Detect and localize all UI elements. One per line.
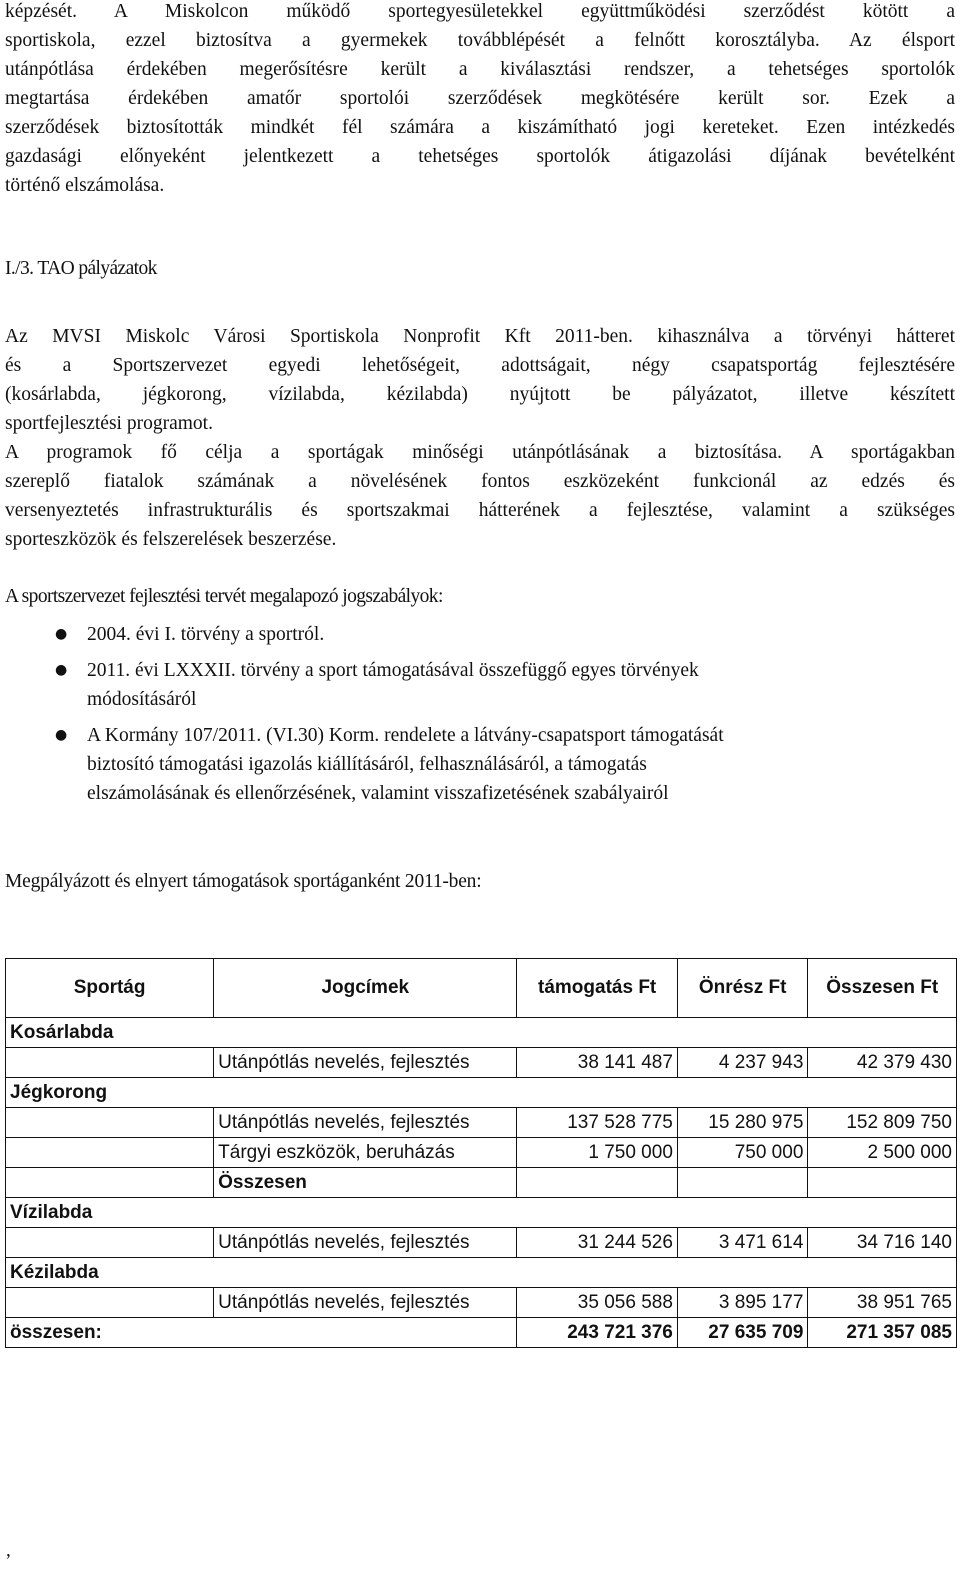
text-line: megtartása érdekében amatőr sportolói szerződések megkötésére került sor. Ezek a bbox=[5, 88, 955, 109]
total-cell: 2 500 000 bbox=[808, 1138, 957, 1168]
law-line: 2004. évi I. törvény a sportról. bbox=[87, 624, 325, 645]
sport-cell: Vízilabda bbox=[6, 1198, 214, 1228]
sport-cell bbox=[6, 1048, 214, 1078]
goals-paragraph bbox=[5, 438, 955, 554]
text-line: történő elszámolása. bbox=[5, 175, 165, 196]
title-cell bbox=[214, 1078, 517, 1108]
sport-cell: Kézilabda bbox=[6, 1258, 214, 1288]
support-cell: 35 056 588 bbox=[517, 1288, 678, 1318]
support-cell bbox=[517, 1198, 678, 1228]
total-cell: 152 809 750 bbox=[808, 1108, 957, 1138]
table-row bbox=[6, 1018, 957, 1048]
own-cell bbox=[677, 1018, 808, 1048]
support-cell bbox=[517, 1258, 678, 1288]
footer-mark: , bbox=[6, 1540, 11, 1561]
title-cell: Utánpótlás nevelés, fejlesztés bbox=[214, 1228, 517, 1258]
law-line: módosításáról bbox=[87, 689, 197, 710]
support-cell: 38 141 487 bbox=[517, 1048, 678, 1078]
title-cell bbox=[214, 1198, 517, 1228]
total-own: 27 635 709 bbox=[677, 1318, 808, 1348]
total-total: 271 357 085 bbox=[808, 1318, 957, 1348]
support-cell bbox=[517, 1078, 678, 1108]
law-line: A Kormány 107/2011. (VI.30) Korm. rendelete a látvány-csapatsport támogatását bbox=[87, 725, 724, 746]
table-row bbox=[6, 1198, 957, 1228]
column-header: Önrész Ft bbox=[677, 959, 808, 1018]
own-cell bbox=[677, 1078, 808, 1108]
text-line: sporteszközök és felszerelések beszerzése. bbox=[5, 529, 337, 550]
table-header-row bbox=[6, 959, 957, 1018]
own-cell bbox=[677, 1168, 808, 1198]
own-cell bbox=[677, 1198, 808, 1228]
sport-cell bbox=[6, 1138, 214, 1168]
laws-heading: A sportszervezet fejlesztési tervét megalapozó jogszabályok: bbox=[5, 586, 443, 607]
table-row bbox=[6, 1258, 957, 1288]
table-heading: Megpályázott és elnyert támogatások sportáganként 2011-ben: bbox=[5, 871, 482, 892]
bullet-icon: ● bbox=[55, 626, 68, 642]
text-line: szerződések biztosították mindkét fél számára a kiszámítható jogi kereteket. Ezen intézkedés bbox=[5, 117, 955, 138]
own-cell: 15 280 975 bbox=[677, 1108, 808, 1138]
list-item bbox=[5, 656, 955, 714]
sport-cell: Kosárlabda bbox=[6, 1018, 214, 1048]
laws-list bbox=[5, 620, 955, 808]
title-cell: Utánpótlás nevelés, fejlesztés bbox=[214, 1048, 517, 1078]
list-item bbox=[5, 620, 955, 649]
sport-cell bbox=[6, 1108, 214, 1138]
sport-cell bbox=[6, 1168, 214, 1198]
own-cell: 3 471 614 bbox=[677, 1228, 808, 1258]
list-item bbox=[5, 721, 955, 808]
text-line: sportiskola, ezzel biztosítva a gyermekek továbblépését a felnőtt korosztályba. Az élsport bbox=[5, 30, 955, 51]
title-cell: Tárgyi eszközök, beruházás bbox=[214, 1138, 517, 1168]
table-row bbox=[6, 1048, 957, 1078]
table-row bbox=[6, 1078, 957, 1108]
support-cell bbox=[517, 1018, 678, 1048]
table-body bbox=[6, 1018, 957, 1318]
intro-paragraph bbox=[5, 0, 955, 200]
text-line: képzését. A Miskolcon működő sportegyesületekkel együttműködési szerződést kötött a bbox=[5, 1, 955, 22]
title-cell bbox=[214, 1018, 517, 1048]
title-cell: Utánpótlás nevelés, fejlesztés bbox=[214, 1108, 517, 1138]
law-line: 2011. évi LXXXII. törvény a sport támogatásával összefüggő egyes törvények bbox=[87, 660, 699, 681]
sport-cell bbox=[6, 1228, 214, 1258]
total-support: 243 721 376 bbox=[517, 1318, 678, 1348]
text-line: gazdasági előnyeként jelentkezett a tehetséges sportolók átigazolási díjának bevételként bbox=[5, 146, 955, 167]
text-line: utánpótlása érdekében megerősítésre került a kiválasztási rendszer, a tehetséges sportolók bbox=[5, 59, 955, 80]
own-cell: 4 237 943 bbox=[677, 1048, 808, 1078]
bullet-icon: ● bbox=[55, 727, 68, 743]
total-cell: 34 716 140 bbox=[808, 1228, 957, 1258]
total-cell: 42 379 430 bbox=[808, 1048, 957, 1078]
title-cell: Utánpótlás nevelés, fejlesztés bbox=[214, 1288, 517, 1318]
table-row bbox=[6, 1228, 957, 1258]
text-line: (kosárlabda, jégkorong, vízilabda, kézilabda) nyújtott be pályázatot, illetve készített bbox=[5, 384, 955, 405]
total-row bbox=[6, 1318, 957, 1348]
total-cell bbox=[808, 1258, 957, 1288]
sport-cell: Jégkorong bbox=[6, 1078, 214, 1108]
own-cell: 750 000 bbox=[677, 1138, 808, 1168]
law-line: elszámolásának és ellenőrzésének, valamint visszafizetésének szabályairól bbox=[87, 783, 669, 804]
sport-cell bbox=[6, 1288, 214, 1318]
text-line: versenyeztetés infrastrukturális és sportszakmai hátterének a fejlesztése, valamint a szükséges bbox=[5, 500, 955, 521]
column-header: Sportág bbox=[6, 959, 214, 1018]
text-line: Az MVSI Miskolc Városi Sportiskola Nonprofit Kft 2011-ben. kihasználva a törvényi hátteret bbox=[5, 326, 955, 347]
total-cell bbox=[808, 1018, 957, 1048]
support-cell: 31 244 526 bbox=[517, 1228, 678, 1258]
column-header: támogatás Ft bbox=[517, 959, 678, 1018]
total-cell bbox=[808, 1078, 957, 1108]
total-cell bbox=[808, 1198, 957, 1228]
text-line: szereplő fiatalok számának a növelésének fontos eszközeként funkcionál az edzés és bbox=[5, 471, 955, 492]
tao-paragraph bbox=[5, 322, 955, 438]
text-line: sportfejlesztési programot. bbox=[5, 413, 213, 434]
grants-table bbox=[5, 958, 957, 1348]
text-line: és a Sportszervezet egyedi lehetőségeit, adottságait, négy csapatsportág fejlesztésére bbox=[5, 355, 955, 376]
section-title: I./3. TAO pályázatok bbox=[5, 258, 157, 279]
support-cell: 137 528 775 bbox=[517, 1108, 678, 1138]
title-cell bbox=[214, 1258, 517, 1288]
total-cell: 38 951 765 bbox=[808, 1288, 957, 1318]
table-row bbox=[6, 1168, 957, 1198]
support-cell bbox=[517, 1168, 678, 1198]
total-label: összesen: bbox=[6, 1318, 517, 1348]
table-row bbox=[6, 1108, 957, 1138]
table-row bbox=[6, 1138, 957, 1168]
total-cell bbox=[808, 1168, 957, 1198]
own-cell bbox=[677, 1258, 808, 1288]
law-line: biztosító támogatási igazolás kiállításáról, felhasználásáról, a támogatás bbox=[87, 754, 647, 775]
support-cell: 1 750 000 bbox=[517, 1138, 678, 1168]
own-cell: 3 895 177 bbox=[677, 1288, 808, 1318]
bullet-icon: ● bbox=[55, 662, 68, 678]
title-cell: Összesen bbox=[214, 1168, 517, 1198]
table-row bbox=[6, 1288, 957, 1318]
text-line: A programok fő célja a sportágak minőségi utánpótlásának a biztosítása. A sportágakban bbox=[5, 442, 955, 463]
column-header: Jogcímek bbox=[214, 959, 517, 1018]
column-header: Összesen Ft bbox=[808, 959, 957, 1018]
